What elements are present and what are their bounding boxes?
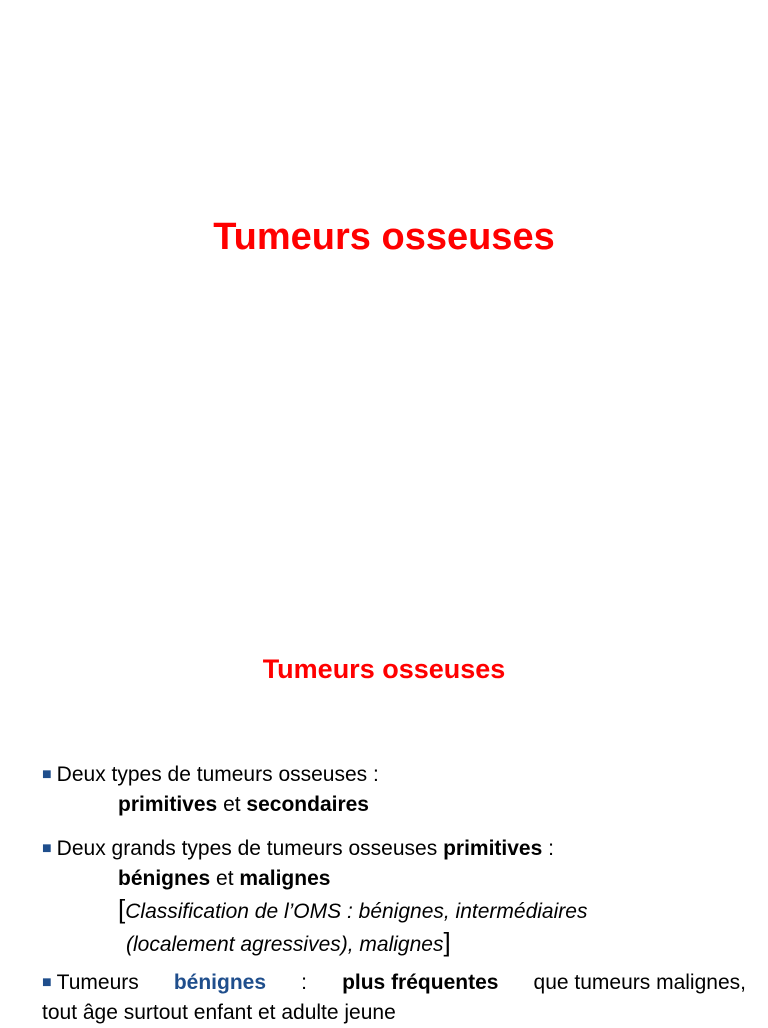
slide-title: Tumeurs osseuses xyxy=(213,216,555,258)
term-benignes: bénignes xyxy=(173,971,267,994)
bracket-close: ] xyxy=(443,927,451,957)
colon: : xyxy=(301,971,307,994)
bullet-line-1 xyxy=(42,968,746,998)
term-plus-frequentes: plus fréquentes xyxy=(342,971,499,994)
bullet-subline xyxy=(42,790,746,820)
square-bullet-icon: ■ xyxy=(42,974,52,991)
term-secondaires: secondaires xyxy=(246,793,369,816)
bullet-rest: que tumeurs malignes, xyxy=(533,971,746,994)
term-benignes: bénignes xyxy=(118,867,211,890)
classification-text-2: (localement agressives), malignes xyxy=(126,933,444,956)
bullet-tumeurs-benignes xyxy=(42,968,746,1028)
term-primitives: primitives xyxy=(118,793,218,816)
bullet-benignes-malignes xyxy=(42,834,746,960)
word-tumeurs: Tumeurs xyxy=(56,971,139,994)
classification-text-1: Classification de l’OMS : bénignes, intermédiaires xyxy=(125,900,588,923)
classification-line-2 xyxy=(42,927,746,960)
classification-line-1 xyxy=(42,894,746,927)
bullet-primitives-secondaires xyxy=(42,760,746,820)
section-title: Tumeurs osseuses xyxy=(262,654,506,684)
bracket-open: [ xyxy=(118,894,126,924)
term-primitives: primitives xyxy=(443,837,543,860)
bullet-text: Deux types de tumeurs osseuses : xyxy=(56,763,379,786)
square-bullet-icon: ■ xyxy=(42,840,52,857)
bullet-subline xyxy=(42,864,746,894)
term-malignes: malignes xyxy=(239,867,331,890)
bullet-text: Deux grands types de tumeurs osseuses xyxy=(56,837,438,860)
square-bullet-icon: ■ xyxy=(42,766,52,783)
conjunction: et xyxy=(223,793,241,816)
bullet-line-2: tout âge surtout enfant et adulte jeune xyxy=(42,1001,396,1024)
conjunction: et xyxy=(216,867,234,890)
colon: : xyxy=(548,837,554,860)
